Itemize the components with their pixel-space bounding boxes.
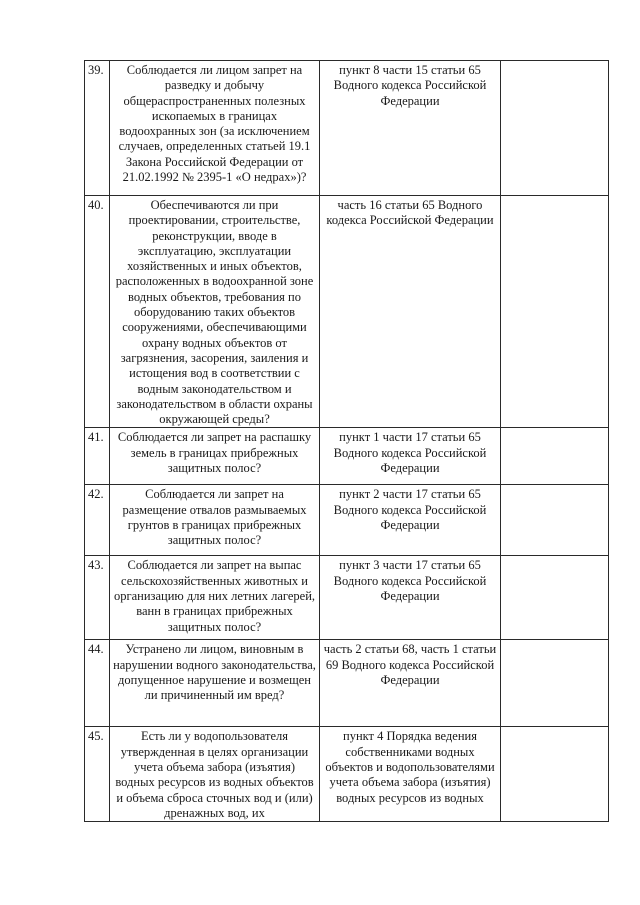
checklist-table xyxy=(84,60,609,822)
question-text: Соблюдается ли запрет на размещение отвалов размываемых грунтов в границах прибрежных защитных полос? xyxy=(110,485,320,556)
note-cell xyxy=(501,640,609,727)
table-row xyxy=(85,485,609,556)
note-cell xyxy=(501,485,609,556)
question-text: Соблюдается ли лицом запрет на разведку и добычу общераспространенных полезных ископаемых в границах водоохранных зон (за исключением случаев, определенных статьей 19.1 Закона Российской Федерации от 21.02.1992 № 2395-1 «О недрах»)? xyxy=(110,61,320,196)
row-number: 42. xyxy=(85,485,110,556)
question-text: Устранено ли лицом, виновным в нарушении водного законодательства, допущенное нарушение и возмещен ли причиненный им вред? xyxy=(110,640,320,727)
question-text: Соблюдается ли запрет на выпас сельскохозяйственных животных и организацию для них летних лагерей, ванн в границах прибрежных защитных полос? xyxy=(110,556,320,640)
row-number: 44. xyxy=(85,640,110,727)
table-row xyxy=(85,640,609,727)
note-cell xyxy=(501,428,609,485)
legal-reference: пункт 1 части 17 статьи 65 Водного кодекса Российской Федерации xyxy=(320,428,501,485)
legal-reference: пункт 3 части 17 статьи 65 Водного кодекса Российской Федерации xyxy=(320,556,501,640)
table-row xyxy=(85,61,609,196)
legal-reference: пункт 8 части 15 статьи 65 Водного кодекса Российской Федерации xyxy=(320,61,501,196)
legal-reference: пункт 4 Порядка ведения собственниками водных объектов и водопользователями учета объема забора (изъятия) водных ресурсов из водных xyxy=(320,727,501,822)
note-cell xyxy=(501,61,609,196)
row-number: 43. xyxy=(85,556,110,640)
legal-reference: часть 2 статьи 68, часть 1 статьи 69 Водного кодекса Российской Федерации xyxy=(320,640,501,727)
legal-reference: пункт 2 части 17 статьи 65 Водного кодекса Российской Федерации xyxy=(320,485,501,556)
table-row xyxy=(85,727,609,822)
question-text: Есть ли у водопользователя утвержденная в целях организации учета объема забора (изъятия) водных ресурсов из водных объектов и объема сброса сточных вод и (или) дренажных вод, их xyxy=(110,727,320,822)
table-row xyxy=(85,556,609,640)
row-number: 40. xyxy=(85,196,110,428)
note-cell xyxy=(501,196,609,428)
note-cell xyxy=(501,727,609,822)
table-row xyxy=(85,428,609,485)
question-text: Соблюдается ли запрет на распашку земель в границах прибрежных защитных полос? xyxy=(110,428,320,485)
legal-reference: часть 16 статьи 65 Водного кодекса Российской Федерации xyxy=(320,196,501,428)
question-text: Обеспечиваются ли при проектировании, строительстве, реконструкции, вводе в эксплуатацию, эксплуатации хозяйственных и иных объектов, расположенных в водоохранной зоне водных объектов, требования по оборудованию таких объектов сооружениями, обеспечивающими охрану водных объектов от загрязнения, засорения, заиления и истощения вод в соответствии с водным законодательством и законодательством в области охраны окружающей среды? xyxy=(110,196,320,428)
table-row xyxy=(85,196,609,428)
row-number: 39. xyxy=(85,61,110,196)
row-number: 41. xyxy=(85,428,110,485)
note-cell xyxy=(501,556,609,640)
row-number: 45. xyxy=(85,727,110,822)
